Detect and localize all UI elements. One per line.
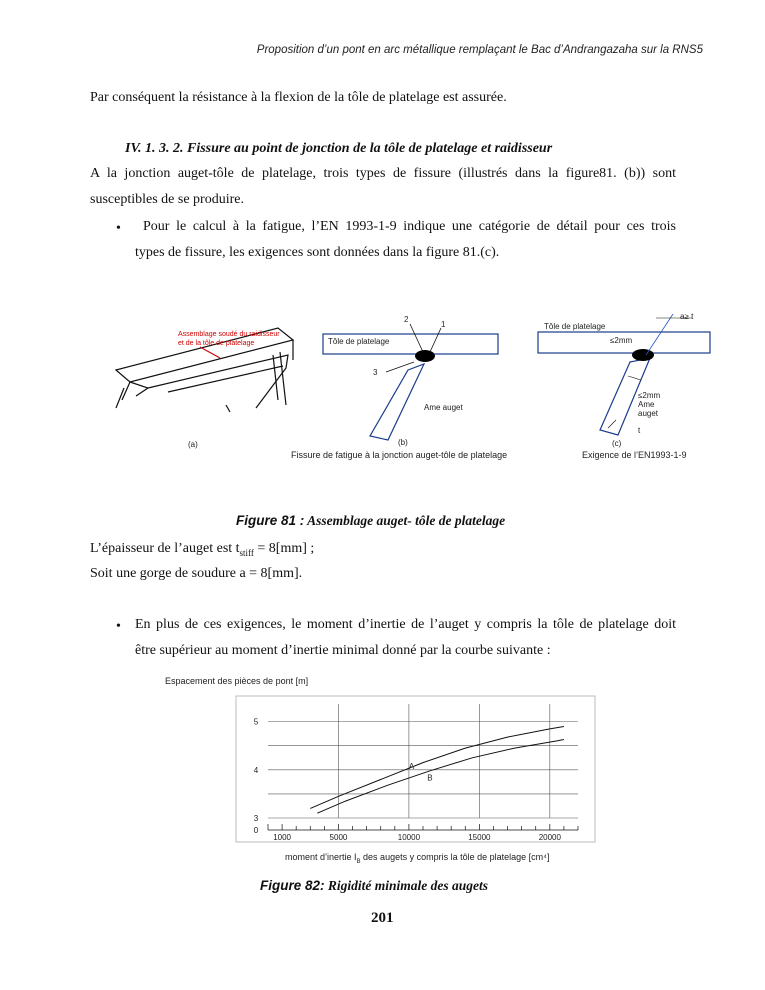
figure81-c-web1: Ame — [638, 400, 655, 409]
figure-81-caption-prefix: Figure 81 : — [236, 513, 305, 528]
chart-xlabel-sub: B — [356, 859, 361, 865]
figure81-label-a: (a) — [188, 440, 198, 449]
chart-series-label-B: B — [427, 773, 433, 783]
figure81-a-arrow — [200, 347, 220, 358]
intro-paragraph-line1: A la jonction auget-tôle de platelage, trois types de fissure (illustrés dans la figure81. (b)) sont — [90, 166, 676, 181]
chart-xlabel-tail: des augets y compris la tôle de platelage [cm⁴] — [360, 852, 550, 862]
page-number: 201 — [371, 910, 394, 926]
intro-paragraph-line2: susceptibles de se produire. — [90, 192, 244, 207]
figure81-b-n3: 3 — [373, 368, 378, 377]
figure81-caption-c: Exigence de l’EN1993-1-9 — [582, 450, 687, 460]
figure-81-diagram — [108, 300, 723, 470]
figure-81-caption-text: Assemblage auget- tôle de platelage — [304, 513, 506, 528]
chart-y-tick-label-2: 4 — [253, 765, 259, 775]
thickness-suffix: = 8[mm] ; — [253, 541, 315, 556]
bullet-icon: • — [116, 221, 121, 236]
bullet2-line1: En plus de ces exigences, le moment d’inertie de l’auget y compris la tôle de platelage doit — [135, 617, 676, 632]
figure81-b-web-label: Ame auget — [424, 403, 463, 412]
thickness-subscript: stiff — [239, 547, 254, 558]
figure-82-caption-prefix: Figure 82: — [260, 878, 325, 893]
chart-x-tick-label-3: 15000 — [468, 833, 491, 842]
bullet2-line2: être supérieur au moment d’inertie minimal donné par la courbe suivante : — [135, 643, 551, 658]
figure-82-caption-text: Rigidité minimale des augets — [324, 878, 489, 893]
weld-line: Soit une gorge de soudure a = 8[mm]. — [90, 566, 303, 581]
thickness-prefix: L’épaisseur de l’auget est t — [90, 541, 240, 556]
section-heading: IV. 1. 3. 2. Fissure au point de jonction de la tôle de platelage et raidisseur — [125, 141, 553, 156]
chart-x-tick-label-0: 1000 — [273, 833, 291, 842]
figure81-b-n2: 2 — [404, 315, 409, 324]
figure81-caption-b: Fissure de fatigue à la jonction auget-tôle de platelage — [291, 450, 508, 460]
chart-x-tick-label-4: 20000 — [538, 833, 561, 842]
chart-y-tick-label-3: 5 — [253, 717, 259, 727]
figure81-a-annotation-1: Assemblage soudé du raidisseur — [178, 331, 280, 338]
chart-frame — [236, 696, 595, 842]
chart-series-label-A: A — [408, 761, 415, 771]
figure81-c-2mm-top: ≤2mm — [610, 336, 633, 345]
chart-y-tick-label-1: 3 — [253, 814, 259, 823]
running-header: Proposition d’un pont en arc métallique remplaçant le Bac d’Andrangazaha sur la RNS5 — [256, 44, 703, 56]
figure81-c-sketch — [538, 314, 710, 435]
figure81-b-n1: 1 — [441, 320, 446, 329]
figure-82-chart — [160, 670, 600, 870]
chart-y-tick-label-0: 0 — [253, 826, 259, 835]
conclusion-paragraph: Par conséquent la résistance à la flexion de la tôle de platelage est assurée. — [90, 90, 507, 105]
figure81-label-c: (c) — [612, 439, 622, 448]
chart-xlabel — [285, 852, 550, 865]
figure81-c-t: t — [638, 426, 641, 435]
figure81-a-annotation-2: et de la tôle de platelage — [178, 340, 255, 347]
figure81-c-web2: auget — [638, 409, 659, 418]
bullet1-line2: types de fissure, les exigences sont données dans la figure 81.(c). — [135, 245, 500, 260]
figure81-b-plate-label: Tôle de platelage — [328, 337, 390, 346]
figure81-c-at: a≥ t — [680, 312, 694, 321]
chart-x-tick-label-2: 10000 — [397, 833, 421, 842]
chart-xlabel-main: moment d’inertie I — [285, 852, 357, 862]
chart-ylabel: Espacement des pièces de pont [m] — [165, 676, 309, 686]
figure81-c-2mm-web: ≤2mm — [638, 391, 661, 400]
chart-x-tick-label-1: 5000 — [329, 833, 348, 842]
figure-81-caption — [236, 513, 505, 529]
figure-82-caption — [260, 878, 488, 894]
figure81-c-plate-label: Tôle de platelage — [544, 322, 606, 331]
bullet-icon: • — [116, 619, 121, 634]
figure81-label-b: (b) — [398, 438, 408, 447]
bullet1-line1: Pour le calcul à la fatigue, l’EN 1993-1-9 indique une catégorie de détail pour ces trois — [143, 219, 676, 234]
